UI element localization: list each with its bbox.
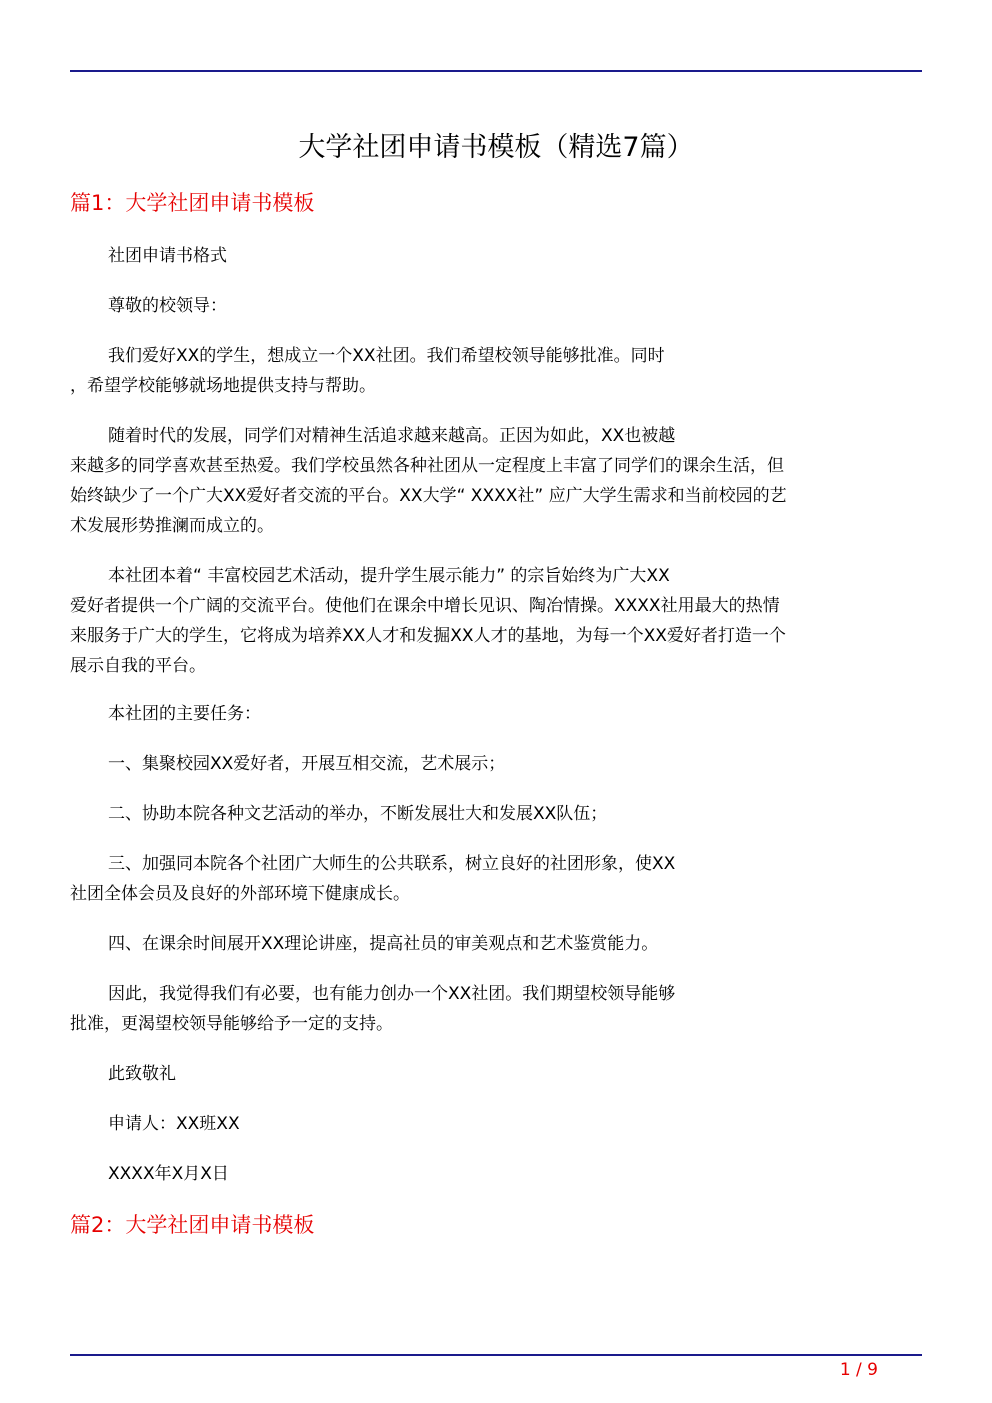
paragraph: 四、在课余时间展开XX理论讲座，提高社员的审美观点和艺术鉴赏能力。 xyxy=(108,934,659,954)
paragraph: 我们爱好XX的学生，想成立一个XX社团。我们希望校领导能够批准。同时 ，希望学校能够就场地提供支持与帮助。 xyxy=(70,346,665,396)
paragraph: 此致敬礼 xyxy=(108,1064,176,1084)
section-title-2: 篇2：大学社团申请书模板 xyxy=(70,1213,315,1237)
paragraph: 尊敬的校领导： xyxy=(108,296,227,316)
paragraph: 申请人：XX班XX xyxy=(108,1114,240,1134)
paragraph: 随着时代的发展，同学们对精神生活追求越来越高。正因为如此，XX也被越 来越多的同学喜欢甚至热爱。我们学校虽然各种社团从一定程度上丰富了同学们的课余生活，但 始终缺少了一个广大XX爱好者交流的平台。XX大学“ XXXX社” 应广大学生需求和当前校园的艺 术发展形势推澜而成立的。 xyxy=(70,426,787,536)
document-title: 大学社团申请书模板（精选7篇） xyxy=(298,132,694,163)
paragraph: 社团申请书格式 xyxy=(108,246,227,266)
paragraph: 三、加强同本院各个社团广大师生的公共联系，树立良好的社团形象，使XX 社团全体会员及良好的外部环境下健康成长。 xyxy=(70,854,676,904)
paragraph: 一、集聚校园XX爱好者，开展互相交流，艺术展示； xyxy=(108,754,506,774)
header-rule xyxy=(70,70,922,72)
paragraph: 本社团本着“ 丰富校园艺术活动，提升学生展示能力” 的宗旨始终为广大XX 爱好者提供一个广阔的交流平台。使他们在课余中增长见识、陶冶情操。XXXX社用最大的热情 来服务于广大的学生，它将成为培养XX人才和发掘XX人才的基地，为每一个XX爱好者打造一个 展示自我的平台。 xyxy=(70,566,786,676)
paragraph: XXXX年X月X日 xyxy=(108,1164,229,1184)
paragraph: 本社团的主要任务： xyxy=(108,704,261,724)
paragraph: 因此，我觉得我们有必要，也有能力创办一个XX社团。我们期望校领导能够 批准，更渴望校领导能够给予一定的支持。 xyxy=(70,984,676,1034)
paragraph: 二、协助本院各种文艺活动的举办，不断发展壮大和发展XX队伍； xyxy=(108,804,608,824)
page-number: 1 / 9 xyxy=(839,1360,878,1380)
section-title-1: 篇1：大学社团申请书模板 xyxy=(70,191,315,215)
footer-rule xyxy=(70,1354,922,1356)
